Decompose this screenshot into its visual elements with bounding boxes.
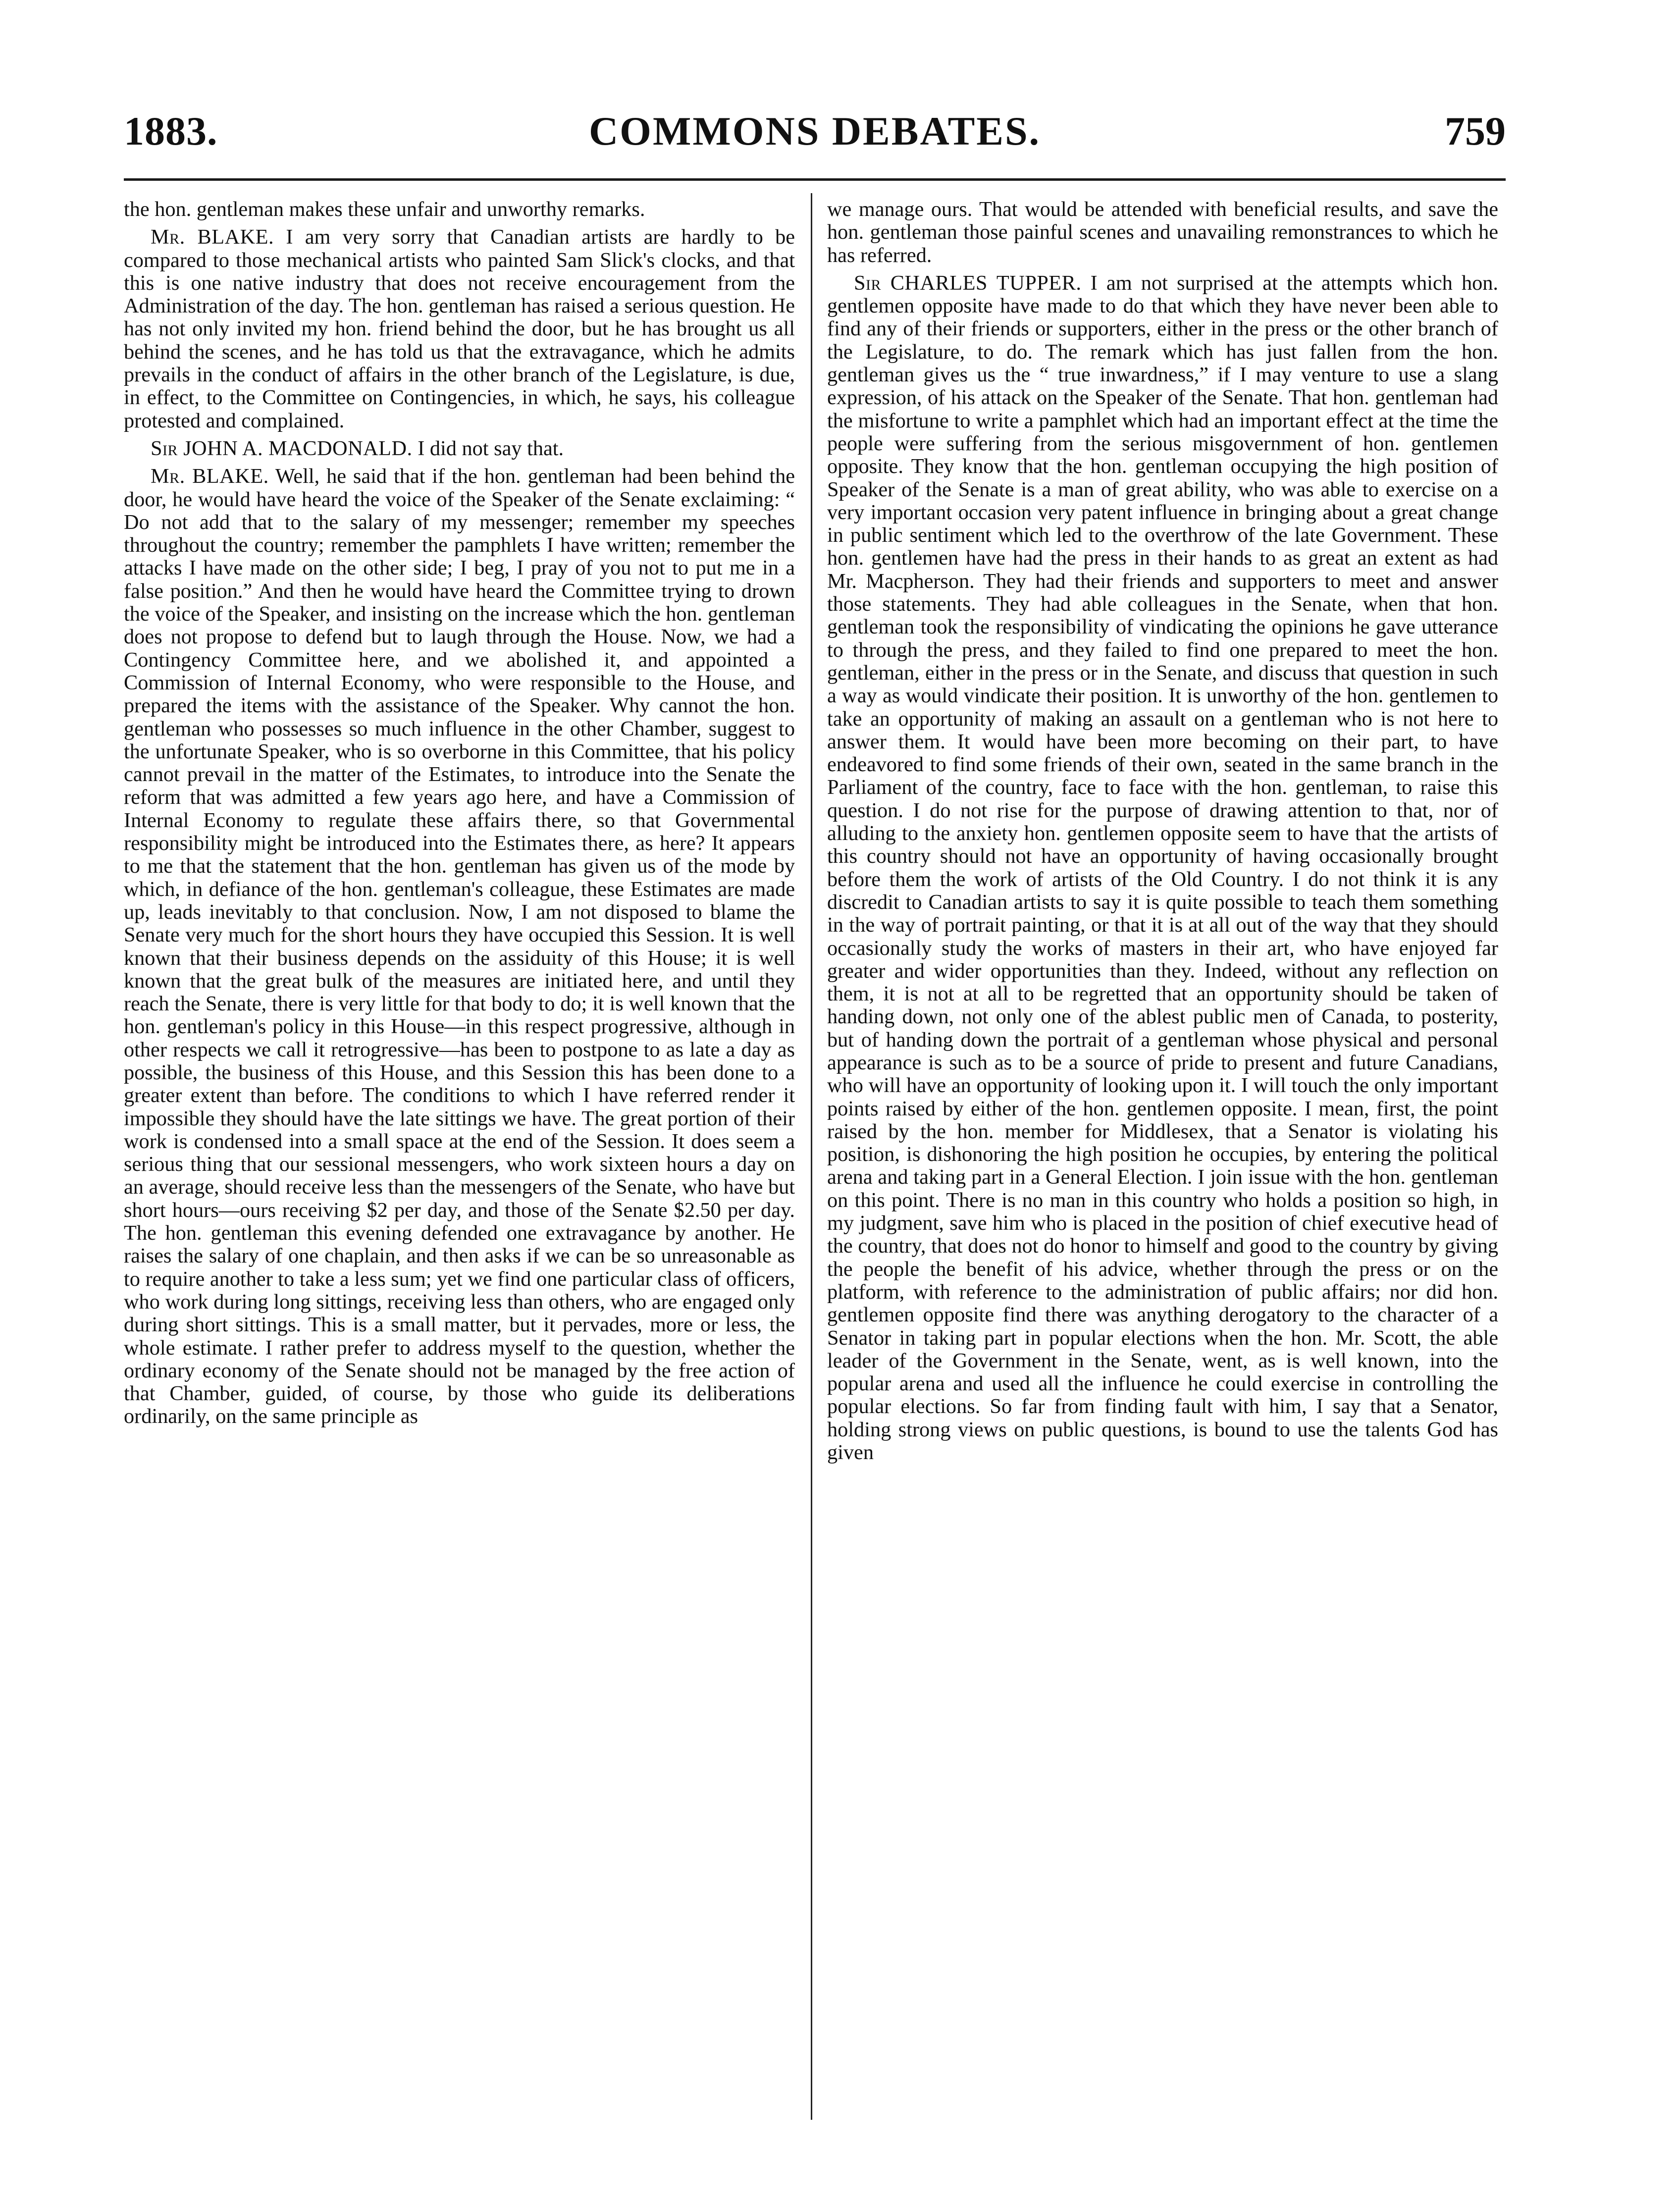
paragraph (124, 226, 795, 432)
header-rule (124, 178, 1506, 181)
paragraph-text: I am not surprised at the attempts which hon. gentlemen opposite have made to do that which they have never been able to find any of their friends or supporters, either in the press or the other branch of the Legislature, to do. The remark which has just fallen from the hon. gentleman gives us the “ true inwardness,” if I may venture to use a slang expression, of his attack on the Speaker of the Senate. That hon. gentleman had the misfortune to write a pamphlet which had an important effect at the time the people were suffering from the serious misgovernment of hon. gentlemen opposite. They know that the hon. gentleman occupying the high position of Speaker of the Senate is a man of great ability, who was able to exercise on a very important occasion very patent influence in bringing about a great change in public sentiment which led to the overthrow of the late Government. These hon. gentlemen have had the press in their hands to as great an extent as had Mr. Macpherson. They had their friends and supporters to meet and answer those statements. They had able colleagues in the Senate, when that hon. gentleman took the responsibility of vindicating the opinions he gave utterance to through the press, and they failed to find one prepared to meet the hon. gentleman, either in the press or in the Senate, and discuss that question in such a way as would vindicate their position. It is unworthy of the hon. gentlemen to take an opportunity of making an assault on a gentleman who is not here to answer them. It would have been more becoming on their part, to have endeavored to find some friends of their own, seated in the same branch in the Parliament of the country, face to face with the hon. gentleman, to raise this question. I do not rise for the purpose of drawing attention to that, nor of alluding to the anxiety hon. gentlemen opposite seem to have that the artists of this country should not have an opportunity of having occasionally brought before them the work of artists of the Old Country. I do not think it is any discredit to Canadian artists to say it is quite possible to teach them something in the way of portrait painting, or that it is at all out of the way that they should occasionally study the works of masters in their art, who have enjoyed far greater and wider opportunities than they. Indeed, without any reflection on them, it is not at all to be regretted that an opportunity should be taken of handing down, not only one of the ablest public men of Canada, to posterity, but of handing down the portrait of a gentleman whose physical and personal appearance is such as to be a source of pride to present and future Canadians, who will have an opportunity of looking upon it. I will touch the only important points raised by either of the hon. gentlemen opposite. I mean, first, the point raised by the hon. member for Middlesex, that a Senator is violating his position, is dishonoring the high position he occupies, by entering the political arena and taking part in a General Election. I join issue with the hon. gentleman on this point. There is no man in this country who holds a position so high, in my judgment, save him who is placed in the position of chief executive head of the country, that does not do honor to himself and good to the country by giving the people the benefit of his advice, whether through the press or on the platform, with reference to the administration of public affairs; nor did hon. gentlemen opposite find there was anything derogatory to the character of a Senator in taking part in popular elections when the hon. Mr. Scott, the able leader of the Government in the Senate, went, as is well known, into the popular arena and used all the influence he could exercise in controlling the popular elections. So far from finding fault with him, I say that a Senator, holding strong views on public questions, is bound to use the talents God has given (827, 271, 1498, 1465)
paragraph (124, 198, 795, 221)
paragraph (827, 272, 1498, 1464)
paragraph-text: the hon. gentleman makes these unfair and unworthy remarks. (124, 198, 645, 221)
page (124, 99, 1506, 2130)
right-column (827, 198, 1498, 2120)
paragraph-text: I am very sorry that Canadian artists are hardly to be compared to those mechanical artists who painted Sam Slick's clocks, and that this is one native industry that does not receive encouragement from the Administration of the day. The hon. gentleman has raised a serious question. He has not only invited my hon. friend behind the door, but he has brought us all behind the scenes, and he has told us that the extravagance, which he admits prevails in the conduct of affairs in the other branch of the Legislature, is due, in effect, to the Committee on Contingencies, in which, he says, his colleague protested and complained. (124, 225, 795, 432)
paragraph (124, 437, 795, 460)
paragraph-text: Well, he said that if the hon. gentleman had been behind the door, he would have heard the voice of the Speaker of the Senate exclaiming: “ Do not add that to the salary of my messenger; remember my speeches throughout the country; remember the pamphlets I have written; remember the attacks I have made on the other side; I beg, I pray of you not to put me in a false position.” And then he would have heard the Committee trying to drown the voice of the Speaker, and insisting on the increase which the hon. gentleman does not propose to defend but to laugh through the House. Now, we had a Contingency Committee here, and we abolished it, and appointed a Commission of Internal Economy, who were responsible to the House, and prepared the items with the assistance of the Speaker. Why cannot the hon. gentleman who possesses so much influence in the other Chamber, suggest to the unfortunate Speaker, who is so overborne in this Committee, that his policy cannot prevail in the matter of the Estimates, to introduce into the Senate the reform that was admitted a few years ago here, and have a Commission of Internal Economy to regulate these affairs there, so that Governmental responsibility might be introduced into the Estimates there, as here? It appears to me that the statement that the hon. gentleman has given us of the mode by which, in defiance of the hon. gentleman's colleague, these Estimates are made up, leads inevitably to that conclusion. Now, I am not disposed to blame the Senate very much for the short hours they have occupied this Session. It is well known that their business depends on the assiduity of this House; it is well known that the great bulk of the measures are initiated here, and until they reach the Senate, there is very little for that body to do; it is well known that the hon. gentleman's policy in this House—in this respect progressive, although in other respects we call it retrogressive—has been to postpone to as late a day as possible, the business of this House, and this Session this has been done to a greater extent than before. The conditions to which I have referred render it impossible they should have the late sittings we have. The great portion of their work is condensed into a small space at the end of the Session. It does seem a serious thing that our sessional messengers, who work sixteen hours a day on an average, should receive less than the messengers of the Senate, who have but short hours—ours receiving $2 per day, and those of the Senate $2.50 per day. The hon. gentleman this evening defended one extravagance by another. He raises the salary of one chaplain, and then asks if we can be so unreasonable as to require another to take a less sum; yet we find one particular class of officers, who work during long sittings, receiving less than others, who are engaged only during short sittings. This is a small matter, but it pervades, more or less, the whole estimate. I rather prefer to address myself to the question, whether the ordinary economy of the Senate should not be managed by the free action of that Chamber, guided, of course, by those who guide its deliberations ordinarily, on the same principle as (124, 465, 795, 1428)
left-column (124, 198, 795, 2120)
header-title: COMMONS DEBATES. (588, 108, 1041, 154)
paragraph (124, 465, 795, 1428)
paragraph-text: we manage ours. That would be attended with beneficial results, and save the hon. gentleman those painful scenes and unavailing remonstrances to which he has referred. (827, 198, 1498, 267)
speaker-name: Sir JOHN A. MACDONALD. (151, 436, 413, 460)
header-page-number: 759 (1445, 108, 1506, 154)
paragraph-text: I did not say that. (418, 436, 564, 460)
header-year: 1883. (124, 108, 218, 154)
page-header (124, 99, 1506, 173)
text-columns (124, 198, 1506, 2120)
speaker-name: Mr. BLAKE. (151, 225, 274, 249)
paragraph (827, 198, 1498, 267)
speaker-name: Mr. BLAKE. (151, 465, 269, 488)
speaker-name: Sir CHARLES TUPPER. (854, 271, 1082, 295)
